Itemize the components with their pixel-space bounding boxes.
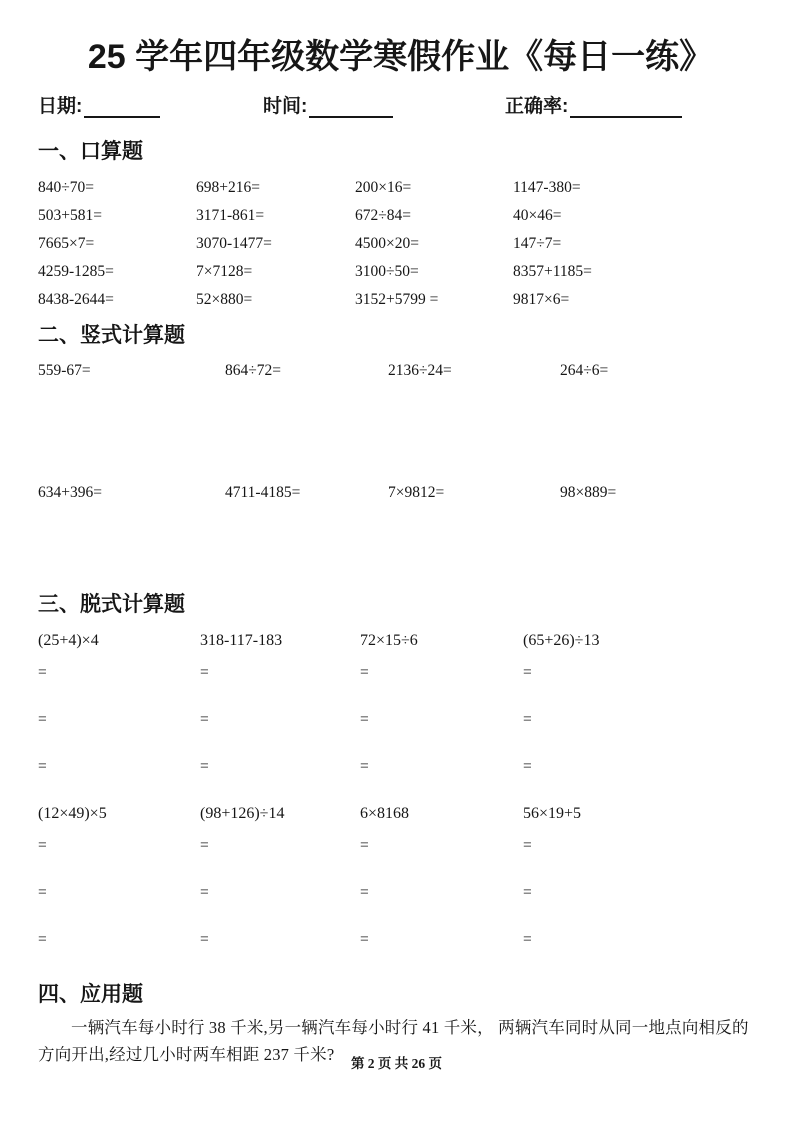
math-problem: 3100÷50= — [355, 262, 419, 280]
equals-sign: = — [523, 710, 532, 728]
math-problem: 40×46= — [513, 206, 562, 224]
date-label: 日期: — [38, 95, 83, 117]
math-problem: 4500×20= — [355, 234, 419, 252]
equals-sign: = — [38, 663, 47, 681]
math-problem: 503+581= — [38, 206, 102, 224]
math-problem: 8438-2644= — [38, 290, 114, 308]
math-problem: 4259-1285= — [38, 262, 114, 280]
equals-sign: = — [360, 710, 369, 728]
math-problem: 559-67= — [38, 361, 91, 379]
math-problem: 672÷84= — [355, 206, 411, 224]
time-label: 时间: — [263, 95, 308, 117]
math-problem: 3152+5799 = — [355, 290, 439, 308]
math-problem: (65+26)÷13 — [523, 631, 600, 649]
math-problem: 147÷7= — [513, 234, 562, 252]
math-problem: 864÷72= — [225, 361, 281, 379]
accuracy-label: 正确率: — [505, 95, 569, 117]
equals-sign: = — [523, 663, 532, 681]
math-problem: 200×16= — [355, 178, 412, 196]
equals-sign: = — [200, 663, 209, 681]
math-problem: 4711-4185= — [225, 483, 301, 501]
equals-sign: = — [38, 836, 47, 854]
math-problem: 72×15÷6 — [360, 631, 418, 649]
accuracy-field — [505, 91, 682, 118]
math-problem: (98+126)÷14 — [200, 804, 285, 822]
equals-sign: = — [200, 930, 209, 948]
equals-sign: = — [360, 883, 369, 901]
equals-sign: = — [360, 930, 369, 948]
stepwise-equals-rows — [38, 649, 763, 790]
math-problem: 52×880= — [196, 290, 253, 308]
equals-sign: = — [38, 930, 47, 948]
equals-sign: = — [200, 836, 209, 854]
equals-sign: = — [523, 836, 532, 854]
word-problem-text: 一辆汽车每小时行 38 千米,另一辆汽车每小时行 41 千米， 两辆汽车同时从同一地点向相反的方向开出,经过几小时两车相距 237 千米? — [38, 1017, 749, 1064]
meta-row — [38, 91, 763, 118]
math-problem: 9817×6= — [513, 290, 570, 308]
equals-sign: = — [523, 757, 532, 775]
math-problem: 98×889= — [560, 483, 617, 501]
date-field — [38, 91, 263, 118]
equals-sign: = — [38, 883, 47, 901]
equals-sign: = — [200, 757, 209, 775]
math-problem: 6×8168 — [360, 804, 410, 822]
equals-sign: = — [523, 883, 532, 901]
page-title: 25 学年四年级数学寒假作业《每日一练》 — [87, 38, 714, 76]
oral-problem-grid — [38, 179, 763, 308]
stepwise-equals-rows — [38, 822, 763, 963]
equals-sign: = — [200, 883, 209, 901]
math-problem: (12×49)×5 — [38, 804, 107, 822]
math-problem: 3171-861= — [196, 206, 265, 224]
math-problem: 8357+1185= — [513, 262, 592, 280]
math-problem: 7665×7= — [38, 234, 95, 252]
section-heading-vertical: 二、竖式计算题 — [38, 323, 185, 347]
equals-sign: = — [200, 710, 209, 728]
math-problem: 2136÷24= — [388, 361, 452, 379]
page-number: 第 2 页 共 26 页 — [350, 1056, 443, 1071]
time-blank — [309, 96, 393, 118]
date-blank — [84, 96, 160, 118]
math-problem: 698+216= — [196, 178, 260, 196]
equals-sign: = — [360, 757, 369, 775]
section-heading-word: 四、应用题 — [38, 982, 143, 1006]
math-problem: (25+4)×4 — [38, 631, 99, 649]
stepwise-problem-row — [38, 805, 763, 822]
math-problem: 840÷70= — [38, 178, 94, 196]
math-problem: 634+396= — [38, 483, 102, 501]
equals-sign: = — [38, 757, 47, 775]
math-problem: 7×9812= — [388, 483, 445, 501]
accuracy-blank — [570, 96, 682, 118]
vertical-problem-row — [38, 362, 763, 379]
math-problem: 56×19+5 — [523, 804, 582, 822]
math-problem: 264÷6= — [560, 361, 609, 379]
vertical-problem-row — [38, 484, 763, 501]
math-problem: 1147-380= — [513, 178, 581, 196]
math-problem: 3070-1477= — [196, 234, 272, 252]
time-field — [263, 91, 505, 118]
section-heading-stepwise: 三、脱式计算题 — [38, 592, 185, 616]
equals-sign: = — [360, 836, 369, 854]
math-problem: 7×7128= — [196, 262, 253, 280]
equals-sign: = — [38, 710, 47, 728]
stepwise-problem-row — [38, 632, 763, 649]
section-heading-oral: 一、口算题 — [38, 139, 143, 163]
equals-sign: = — [523, 930, 532, 948]
math-problem: 318-117-183 — [200, 631, 283, 649]
equals-sign: = — [360, 663, 369, 681]
